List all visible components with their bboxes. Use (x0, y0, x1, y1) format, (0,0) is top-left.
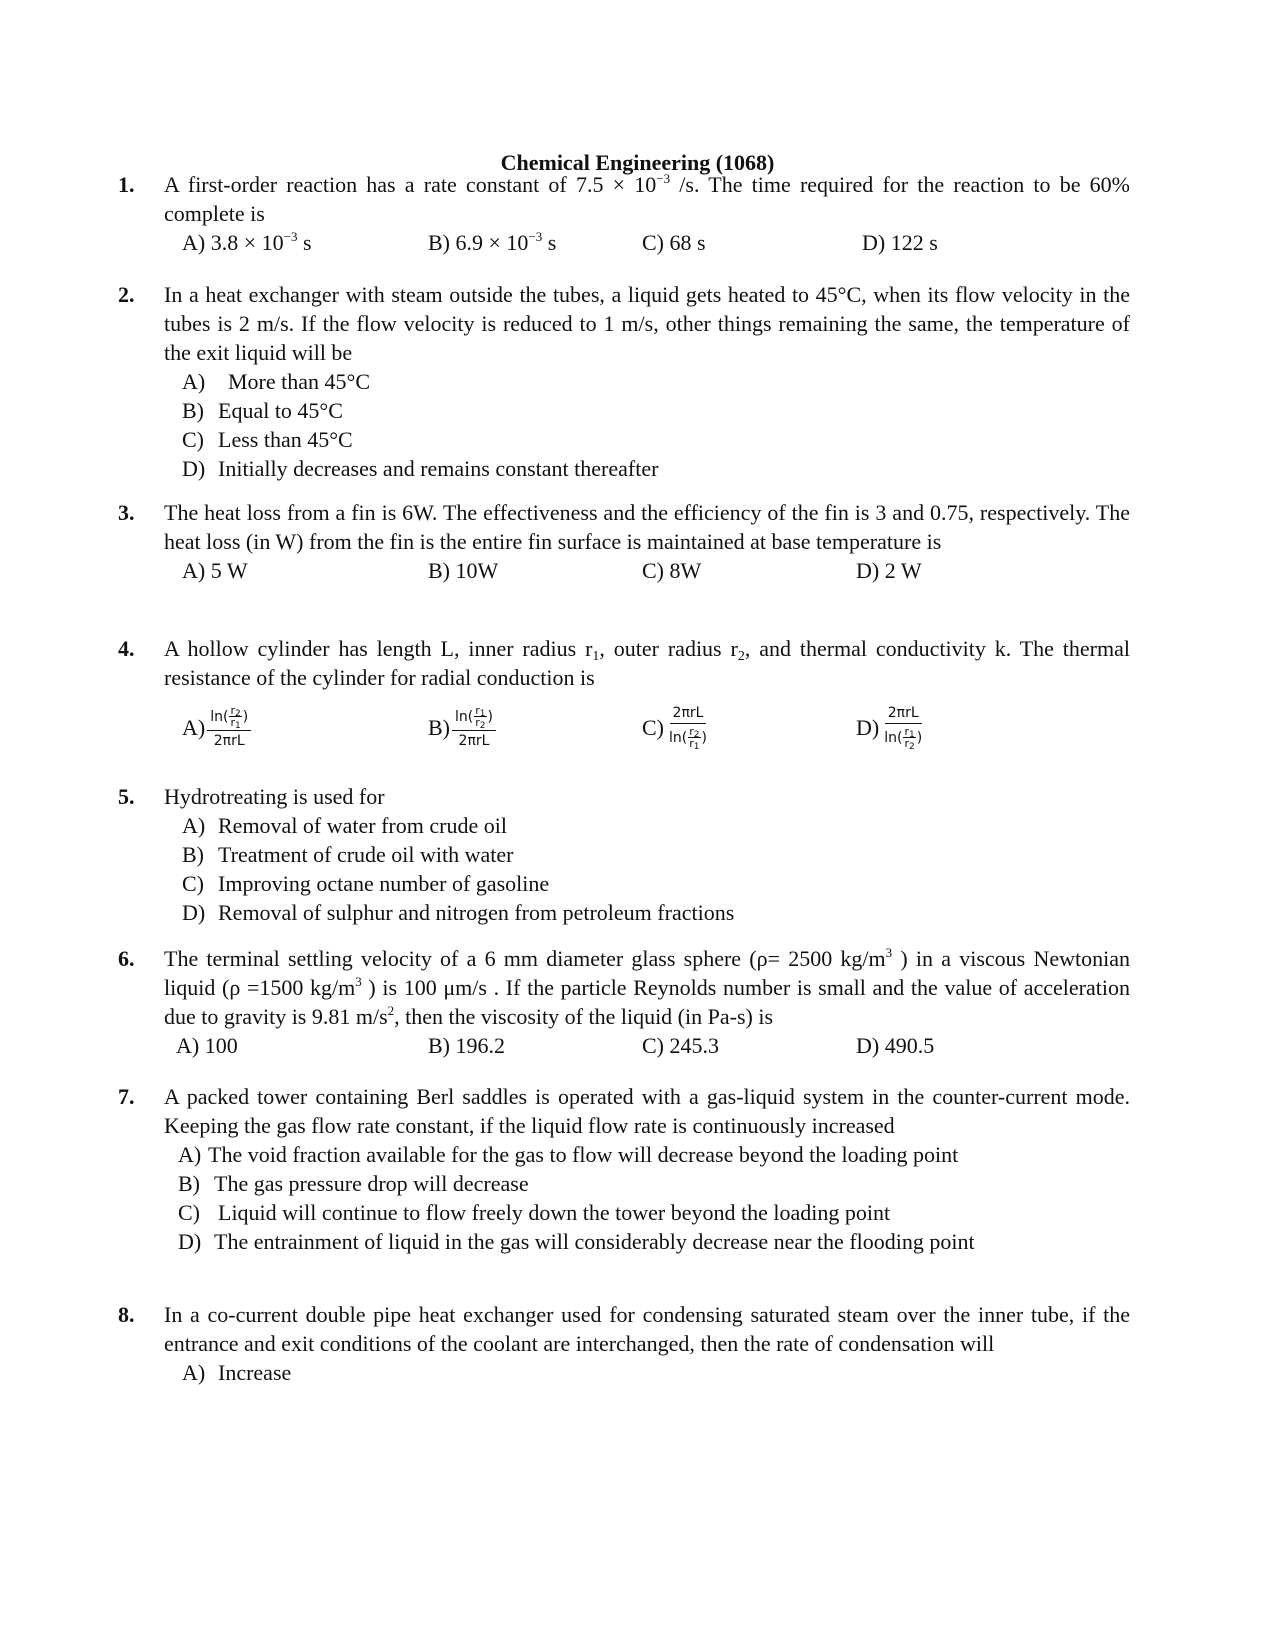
options (182, 367, 1130, 483)
question-3 (118, 498, 1130, 585)
option-c[interactable]: C) Less than 45°C (182, 427, 353, 452)
option-a[interactable]: A) Increase (182, 1360, 292, 1385)
option-d[interactable]: D) Removal of sulphur and nitrogen from petroleum fractions (182, 900, 735, 925)
option-c[interactable]: C) 8W (642, 558, 702, 583)
question-text: The terminal settling velocity of a 6 mm diameter glass sphere (ρ= 2500 $kg/m^3$ ) in a viscous Newtonian liquid (ρ =1500 $kg/m^3$ ) is 100 μm/s . If the particle Reynolds number is small and the value of acceleration due to gravity is 9.81 $m/s^2$, then the viscosity of the liquid (in Pa-s) is (164, 945, 1130, 1029)
option-b[interactable]: B) The gas pressure drop will decrease (178, 1171, 529, 1196)
question-6 (118, 944, 1130, 1060)
options (182, 1358, 1130, 1387)
option-d[interactable]: D) 490.5 (856, 1033, 935, 1058)
question-number: 3. (118, 500, 135, 525)
option-b[interactable]: B) 10W (428, 558, 499, 583)
option-c[interactable]: C) Liquid will continue to flow freely down the tower beyond the loading point (178, 1200, 891, 1225)
options (176, 1031, 1130, 1060)
option-c[interactable]: C) 2πrL ln( $r_2$ $r_1$ ) (642, 696, 710, 758)
question-number: 4. (118, 636, 135, 661)
option-b[interactable]: B) Treatment of crude oil with water (182, 842, 514, 867)
question-number: 1. (118, 172, 135, 197)
options (182, 811, 1130, 927)
question-1 (118, 170, 1130, 257)
question-text: In a co-current double pipe heat exchanger used for condensing saturated steam over the inner tube, if the entrance and exit conditions of the coolant are interchanged, then the rate of condensation will (164, 1302, 1130, 1356)
question-number: 6. (118, 946, 135, 971)
option-c[interactable]: C) 245.3 (642, 1033, 719, 1058)
question-text: Hydrotreating is used for (164, 784, 385, 809)
option-a[interactable]: A) 100 (176, 1033, 238, 1058)
option-d[interactable]: D) The entrainment of liquid in the gas will considerably decrease near the flooding point (178, 1229, 975, 1254)
question-number: 5. (118, 784, 135, 809)
option-b[interactable]: B) 196.2 (428, 1033, 505, 1058)
question-8 (118, 1300, 1130, 1387)
option-d[interactable]: D) 122 s (862, 230, 938, 255)
option-d[interactable]: D) 2πrL ln( $r_1$ $r_2$ ) (856, 696, 925, 758)
options (182, 228, 1130, 257)
options (178, 1140, 1130, 1256)
option-a[interactable]: A) $3.8 \times 10^{-3}$ s (182, 229, 312, 255)
question-text: A first-order reaction has a rate constant of $7.5 \times 10^{-3}$ /s. The time required for the reaction to be 60% complete is (164, 171, 1131, 226)
question-2 (118, 280, 1130, 483)
option-c[interactable]: C) 68 s (642, 230, 706, 255)
question-number: 8. (118, 1302, 135, 1327)
question-5 (118, 782, 1130, 927)
option-a[interactable]: A) The void fraction available for the gas to flow will decrease beyond the loading point (178, 1142, 959, 1167)
option-a[interactable]: A) More than 45°C (182, 369, 371, 394)
question-text: The heat loss from a fin is 6W. The effectiveness and the efficiency of the fin is 3 and 0.75, respectively. The heat loss (in W) from the fin is the entire fin surface is maintained at base temperature is (164, 500, 1130, 554)
question-text: A packed tower containing Berl saddles is operated with a gas-liquid system in the counter-current mode. Keeping the gas flow rate constant, if the liquid flow rate is continuously increased (164, 1084, 1130, 1138)
question-number: 2. (118, 282, 135, 307)
option-b[interactable]: B) ln( $r_1$ $r_2$ ) 2πrL (428, 696, 496, 758)
page-title: Chemical Engineering (1068) (500, 150, 775, 175)
options (182, 696, 1130, 768)
options (182, 556, 1130, 585)
option-b[interactable]: B) Equal to 45°C (182, 398, 343, 423)
question-number: 7. (118, 1084, 135, 1109)
formula: ln( $r_1$ $r_2$ ) 2πrL (452, 705, 496, 749)
option-b[interactable]: B) $6.9 \times 10^{-3}$ s (428, 229, 557, 255)
option-a[interactable]: A) 5 W (182, 558, 248, 583)
option-d[interactable]: D) 2 W (856, 558, 922, 583)
question-text: A hollow cylinder has length L, inner radius $r_1$, outer radius $r_2$, and thermal conductivity k. The thermal resistance of the cylinder for radial conduction is (164, 636, 1131, 690)
question-4 (118, 634, 1130, 768)
option-a[interactable]: A) ln( $r_2$ $r_1$ ) 2πrL (182, 696, 251, 758)
formula: ln( $r_2$ $r_1$ ) 2πrL (207, 705, 251, 749)
option-d[interactable]: D) Initially decreases and remains constant thereafter (182, 456, 659, 481)
formula: 2πrL ln( $r_2$ $r_1$ ) (669, 705, 707, 752)
question-text: In a heat exchanger with steam outside the tubes, a liquid gets heated to 45°C, when its flow velocity in the tubes is 2 m/s. If the flow velocity is reduced to 1 m/s, other things remaining the same, the temperature of the exit liquid will be (164, 282, 1130, 365)
option-c[interactable]: C) Improving octane number of gasoline (182, 871, 550, 896)
formula: 2πrL ln( $r_1$ $r_2$ ) (884, 705, 923, 752)
option-a[interactable]: A) Removal of water from crude oil (182, 813, 507, 838)
question-7 (118, 1082, 1130, 1256)
